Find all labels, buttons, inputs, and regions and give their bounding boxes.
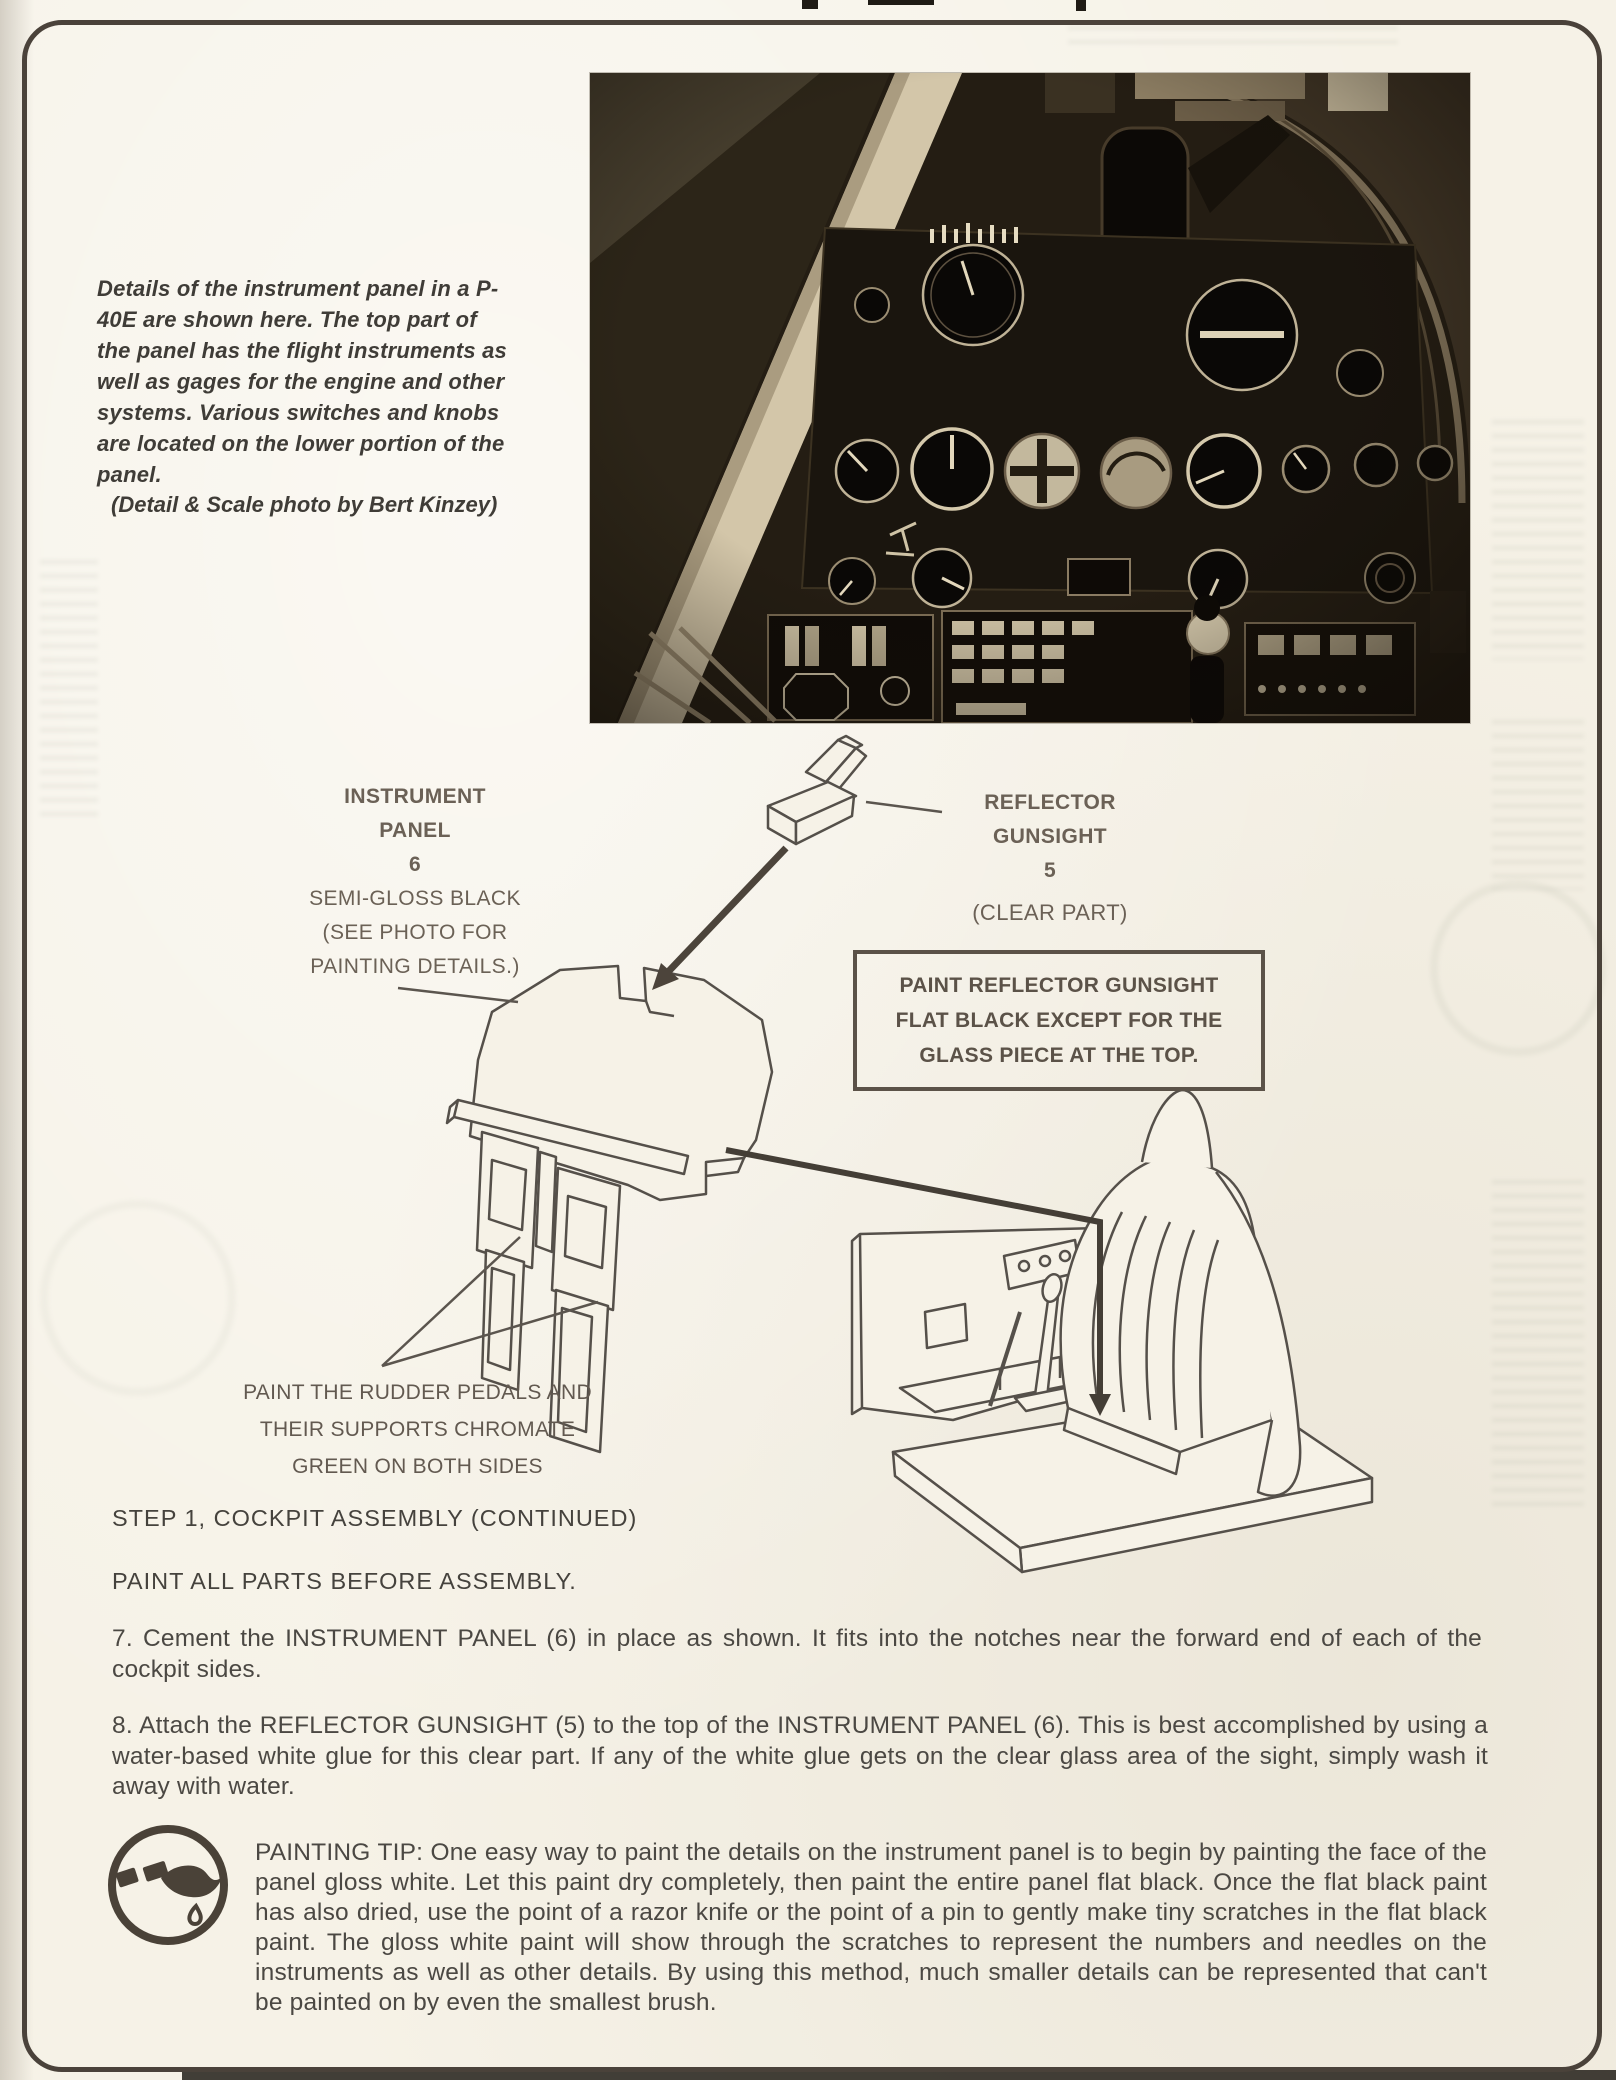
instrument-panel-label-note [250, 882, 580, 984]
gunsight-paint-note-box [853, 950, 1265, 1091]
rudder-pedal-paint-note [210, 1374, 625, 1485]
text-line: 40E are shown here. The top part of [97, 307, 477, 332]
text-line: PAINT REFLECTOR GUNSIGHT [899, 974, 1219, 997]
text-line: REFLECTOR [984, 791, 1116, 814]
text-line: PAINTING DETAILS.) [310, 955, 520, 978]
text-line: systems. Various switches and knobs [97, 400, 500, 425]
text-line: 6 [408, 853, 422, 876]
photo-credit: (Detail & Scale photo by Bert Kinzey) [111, 492, 498, 517]
text-line: Details of the instrument panel in a P- [97, 276, 499, 301]
text-line: the panel has the flight instruments as [97, 338, 507, 363]
instrument-panel-label-name [250, 780, 580, 882]
text-line: 5 [1043, 859, 1057, 882]
text-line: well as gages for the engine and other [97, 369, 505, 394]
step-8-text: 8. Attach the REFLECTOR GUNSIGHT (5) to the top of the INSTRUMENT PANEL (6). This is best accomplished by using a water-based white glue for this clear part. If any of the white glue gets on the clear glass area of the sight, simply wash it away with water. [112, 1712, 1488, 1800]
leader-instrument-panel [398, 988, 518, 1002]
text-line: INSTRUMENT [344, 785, 486, 808]
gunsight-part [768, 736, 866, 844]
step-heading: STEP 1, COCKPIT ASSEMBLY (CONTINUED) [112, 1505, 638, 1531]
text-line: panel. [97, 462, 162, 487]
attach-arrow [652, 848, 786, 990]
text-line: GREEN ON BOTH SIDES [292, 1455, 543, 1478]
text-line: SEMI-GLOSS BLACK [309, 887, 521, 910]
reflector-gunsight-label-note [930, 896, 1170, 930]
paintbrush-icon [103, 1820, 233, 1950]
text-line: (CLEAR PART) [972, 900, 1128, 925]
text-line: (SEE PHOTO FOR [322, 921, 508, 944]
text-line: GLASS PIECE AT THE TOP. [919, 1044, 1199, 1067]
reflector-gunsight-label-name [930, 786, 1170, 888]
instrument-panel-label [250, 780, 580, 984]
painting-tip-text: PAINTING TIP: One easy way to paint the details on the instrument panel is to begin by painting the face of the panel gloss white. Let this paint dry completely, then paint the entire panel flat black. Once the flat black paint has also dried, use the point of a razor knife or the point of a pin to gently make tiny scratches in the flat black paint. The gloss white paint will show through the scratches to represent the numbers and needles on the instruments as well as other details. By using this method, much smaller details can be represented that can't be painted on by even the smallest brush. [255, 1839, 1487, 2016]
cockpit-assembly [852, 1090, 1372, 1572]
text-line: THEIR SUPPORTS CHROMATE [259, 1418, 576, 1441]
step-7-text: 7. Cement the INSTRUMENT PANEL (6) in place as shown. It fits into the notches near the forward end of each of the cockpit sides. [112, 1625, 1482, 1683]
reflector-gunsight-label [930, 786, 1170, 930]
text-line: PAINT THE RUDDER PEDALS AND [243, 1381, 592, 1404]
text-line: are located on the lower portion of the [97, 431, 505, 456]
text-line: FLAT BLACK EXCEPT FOR THE [895, 1009, 1223, 1032]
text-line: PANEL [379, 819, 451, 842]
paint-all-parts-note: PAINT ALL PARTS BEFORE ASSEMBLY. [112, 1568, 577, 1594]
text-line: GUNSIGHT [992, 825, 1108, 848]
